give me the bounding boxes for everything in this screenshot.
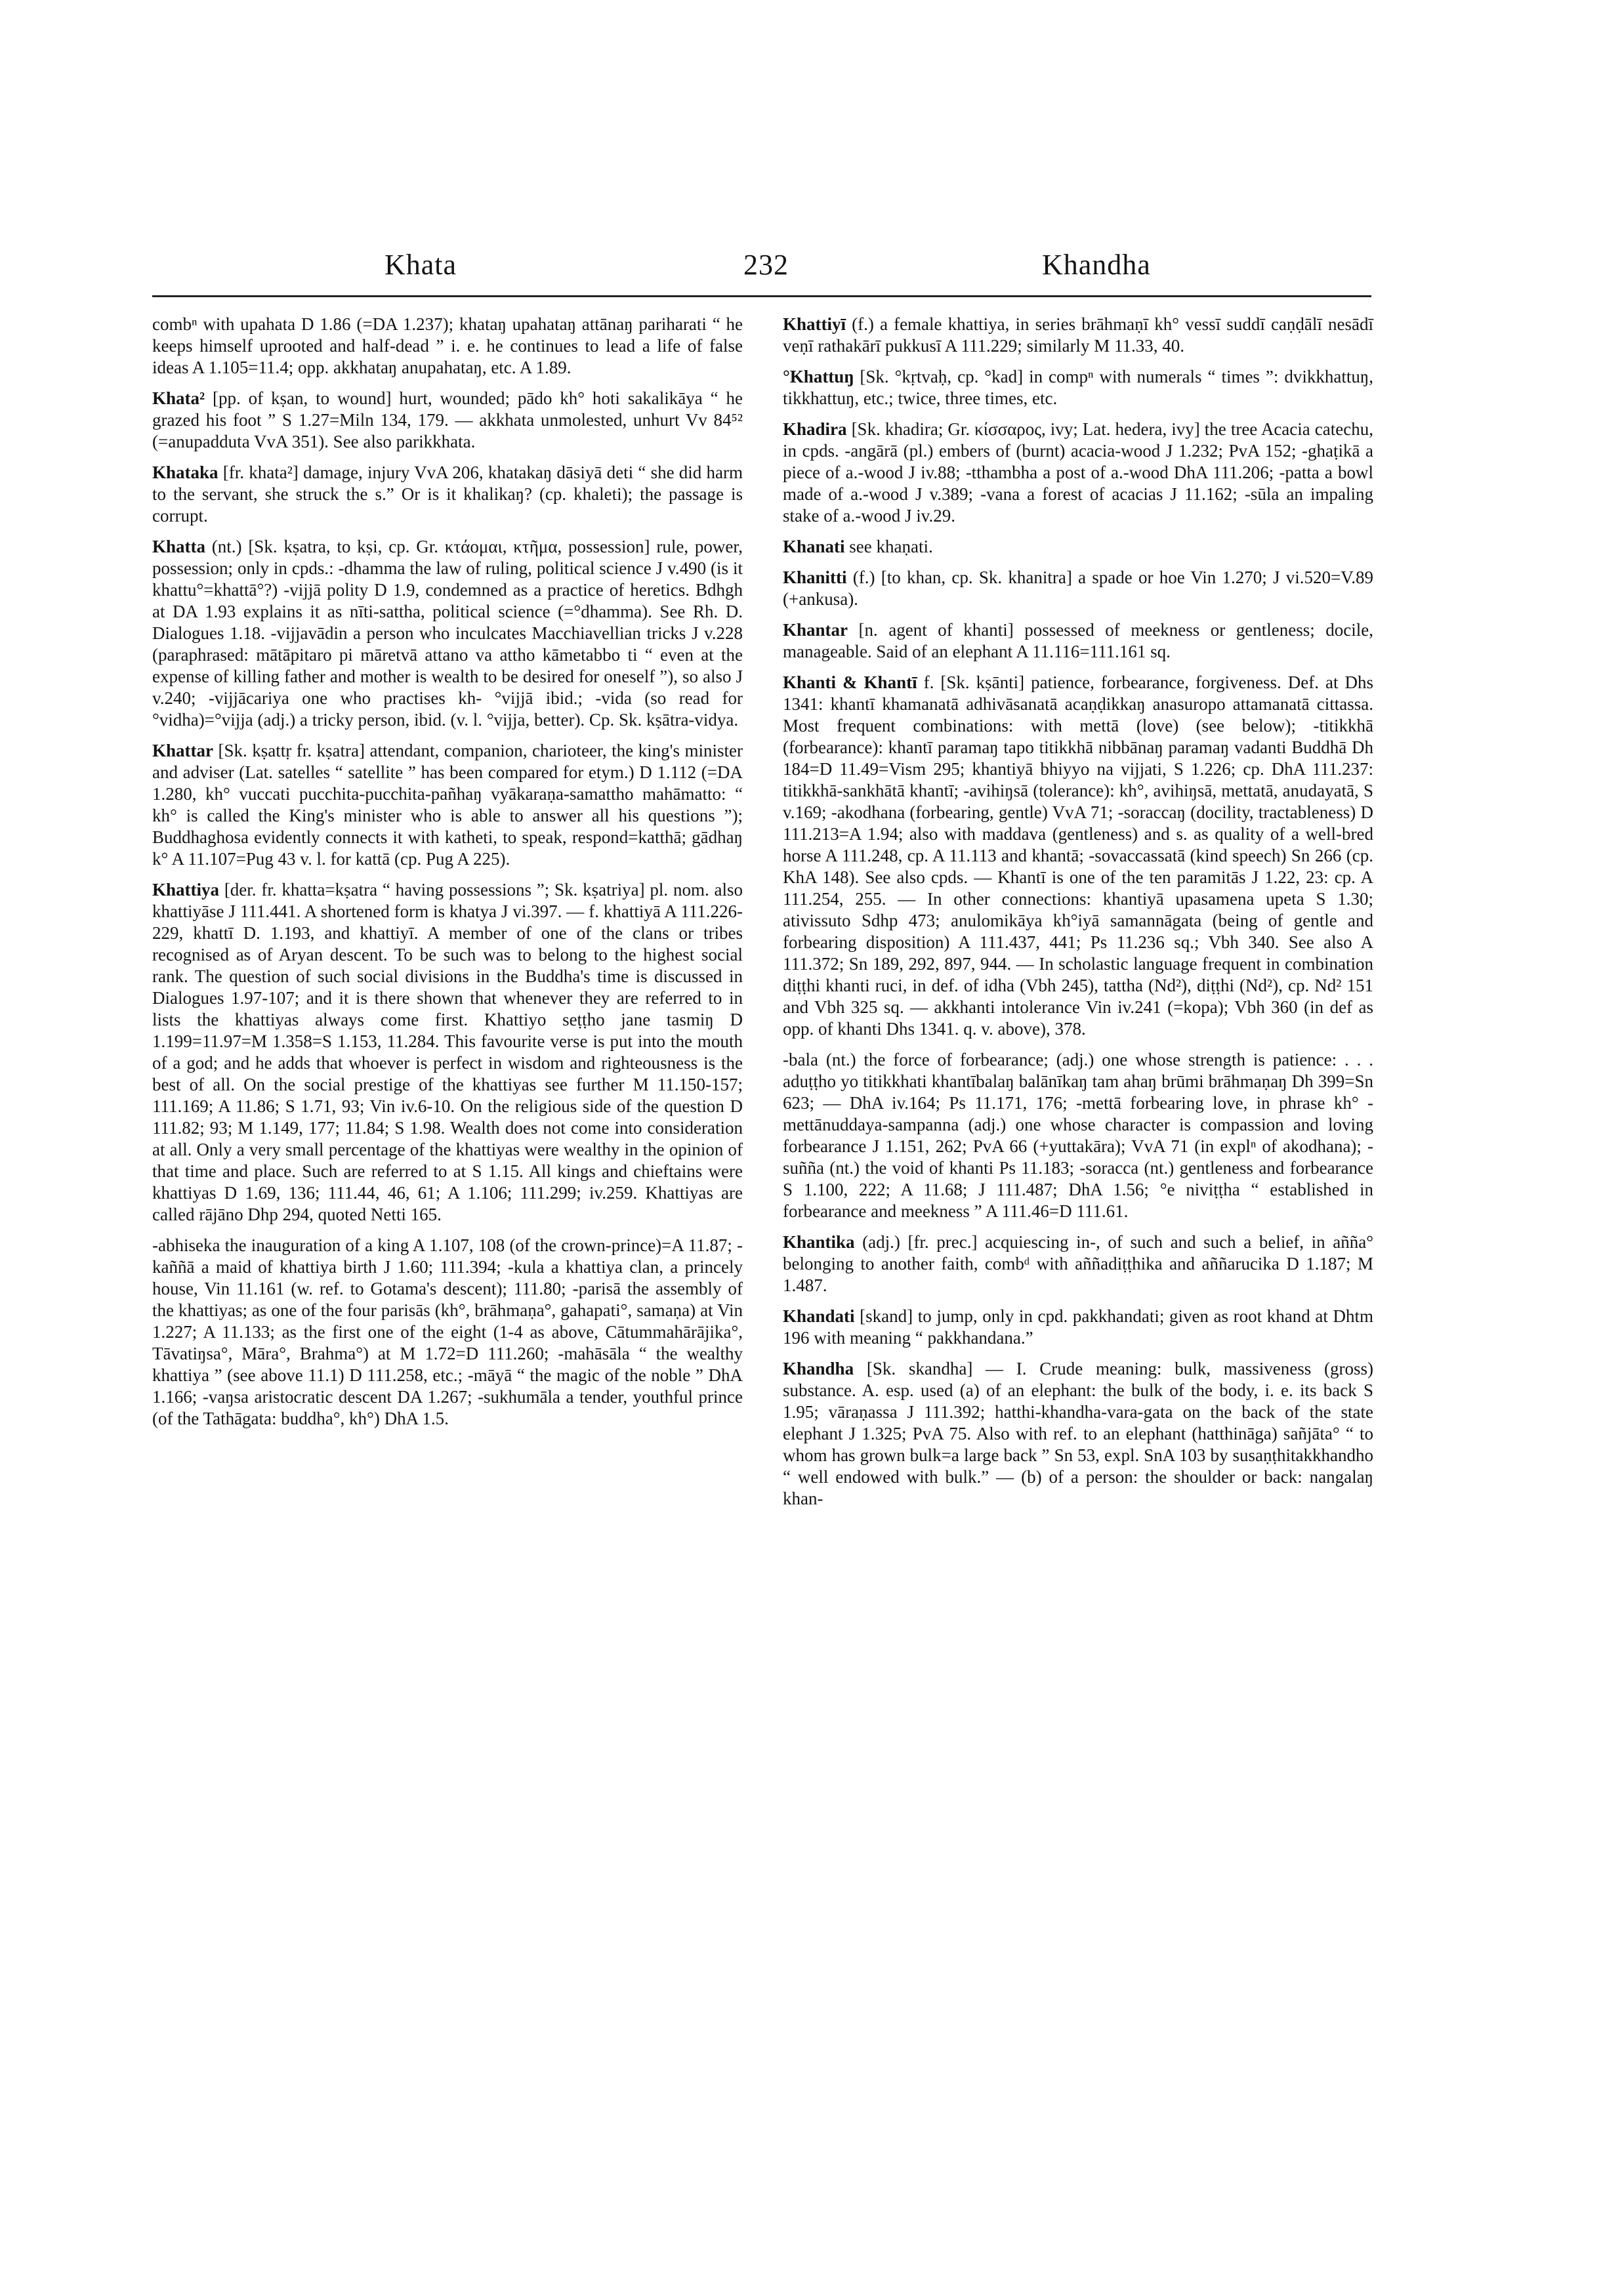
page-header xyxy=(151,248,1371,287)
entry-text: [Sk. °kṛtvaḥ, cp. °kad] in compⁿ with numerals “ times ”: dvikkhattuŋ, tikkhattuŋ, etc.; twice, three times, etc. xyxy=(783,367,1373,408)
entry-text: [der. fr. khatta=kṣatra “ having possessions ”; Sk. kṣatriya] pl. nom. also khattiyāse J 111.441. A shortened form is khatya J vi.397. — f. khattiyā A 111.226-229, khattī D. 1.193, and khattiyī. A member of one of the clans or tribes recognised as of Aryan descent. To be such was to belong to the highest social rank. The question of such social divisions in the Buddha's time is discussed in Dialogues 1.97-107; and it is there shown that whenever they are referred to in lists the khattiyas always come first. Khattiyo seṭṭho jane tasmiŋ D 1.199=11.97=M 1.358=S 1.153, 11.284. This favourite verse is put into the mouth of a god; and he adds that whoever is perfect in wisdom and righteousness is the best of all. On the social prestige of the khattiyas see further M 11.150-157; 111.169; A 11.86; S 1.71, 93; Vin iv.6-10. On the religious side of the question D 111.82; 93; M 1.149, 177; 11.84; S 1.98. Wealth does not come into consideration at all. Only a very small percentage of the khattiyas were wealthy in the opinion of that time and place. Such are referred to at S 1.15. All kings and chieftains were khattiyas D 1.69, 136; 111.44, 46, 61; A 1.106; 111.299; iv.259. Khattiyas are called rājāno Dhp 294, quoted Netti 165. xyxy=(152,880,743,1224)
entry-headword: Khattar xyxy=(152,741,213,760)
entry-headword: Khata² xyxy=(152,388,205,408)
left-running-headword: Khata xyxy=(385,249,457,281)
dictionary-entry xyxy=(783,1358,1373,1510)
dictionary-entry xyxy=(152,536,743,731)
page-number: 232 xyxy=(743,249,789,281)
entry-text: [Sk. khadira; Gr. κίσσαρος, ivy; Lat. hedera, ivy] the tree Acacia catechu, in cpds. -angārā (pl.) embers of (burnt) acacia-wood J 1.232; PvA 152; -ghaṭikā a piece of a.-wood J iv.88; -tthambha a post of a.-wood DhA 111.206; -patta a bowl made of a.-wood J v.389; -vana a forest of acacias J 11.162; -sūla an impaling stake of a.-wood J iv.29. xyxy=(783,419,1373,526)
entry-text: -bala (nt.) the force of forbearance; (adj.) one whose strength is patience: . . . aduṭṭho yo titikkhati khantībalaŋ balānīkaŋ tam ahaŋ brūmi brāhmaṇaŋ Dh 399=Sn 623; — DhA iv.164; Ps 11.171, 176; -mettā forbearing love, in phrase kh° -mettānuddaya-sampanna (adj.) one whose character is compassion and loving forbearance J 1.151, 262; PvA 66 (+yuttakāra); VvA 71 (in explⁿ of akodhana); -suñña (nt.) the void of khanti Ps 11.183; -soracca (nt.) gentleness and forbearance S 1.100, 222; A 11.68; J 111.487; DhA 1.56; °e niviṭṭha “ established in forbearance and meekness ” A 111.46=D 111.61. xyxy=(783,1050,1373,1221)
header-rule xyxy=(152,295,1371,297)
dictionary-entry xyxy=(783,567,1373,610)
entry-headword: Khandha xyxy=(783,1359,854,1378)
entry-headword: Khanti & Khantī xyxy=(783,672,917,692)
dictionary-entry xyxy=(783,536,1373,558)
entry-text: (f.) [to khan, cp. Sk. khanitra] a spade or hoe Vin 1.270; J vi.520=V.89 (+ankusa). xyxy=(783,568,1373,609)
entry-text: -abhiseka the inauguration of a king A 1.107, 108 (of the crown-prince)=A 11.87; -kaññā a maid of khattiya birth J 1.60; 111.394; -kula a khattiya clan, a princely house, Vin 11.161 (w. ref. to Gotama's descent); 111.80; -parisā the assembly of the khattiyas; as one of the four parisās (kh°, brāhmaṇa°, gahapati°, samaṇa) at Vin 1.227; A 11.133; as the first one of the eight (1-4 as above, Cātummahārājika°, Tāvatiŋsa°, Māra°, Brahma°) at M 1.72=D 111.260; -mahāsāla “ the wealthy khattiya ” (see above 11.1) D 111.258, etc.; -māyā “ the magic of the noble ” DhA 1.166; -vaŋsa aristocratic descent DA 1.267; -sukhumāla a tender, youthful prince (of the Tathāgata: buddha°, kh°) DhA 1.5. xyxy=(152,1235,743,1428)
right-column xyxy=(783,314,1373,1519)
entry-headword: Khandati xyxy=(783,1306,855,1326)
left-column xyxy=(152,314,743,1439)
entry-text: [Sk. skandha] — I. Crude meaning: bulk, massiveness (gross) substance. A. esp. used (a) of an elephant: the bulk of the body, i. e. its back S 1.95; vāraṇassa J 111.392; hatthi-khandha-vara-gata on the back of the state elephant J 1.325; PvA 75. Also with ref. to an elephant (hatthināga) sañjāta° “ to whom has grown bulk=a large back ” Sn 53, expl. SnA 103 by susaṇṭhitakkhandho “ well endowed with bulk.” — (b) of a person: the shoulder or back: nangalaŋ khan- xyxy=(783,1359,1373,1508)
entry-headword: Khantika xyxy=(783,1232,855,1252)
dictionary-entry xyxy=(783,314,1373,357)
entry-text: [n. agent of khanti] possessed of meekness or gentleness; docile, manageable. Said of an elephant A 11.116=111.161 sq. xyxy=(783,620,1373,661)
entry-headword: Khattiya xyxy=(152,880,220,899)
entry-text: f. [Sk. kṣānti] patience, forbearance, forgiveness. Def. at Dhs 1341: khantī khamanatā adhivāsanatā acaṇḍikkaŋ anasuropo attamanatā cittassa. Most frequent combinations: with mettā (love) (see below); -titikkhā (forbearance): khantī paramaŋ tapo titikkhā nibbānaŋ paramaŋ vadanti Buddhā Dh 184=D 11.49=Vism 295; khantiyā bhiyyo na vijjati, S 1.226; cp. DhA 111.237: titikkhā-sankhātā khantī; -avihiŋsā (tolerance): kh°, avihiŋsā, mettatā, anudayatā, S v.169; -akodhana (forbearing, gentle) VvA 71; -soraccaŋ (docility, tractableness) D 111.213=A 1.94; also with maddava (gentleness) and s. as quality of a well-bred horse A 111.248, cp. A 11.113 and khantā; -sovaccassatā (kind speech) Sn 266 (cp. KhA 148). See also cpds. — Khantī is one of the ten paramitās J 1.22, 23: cp. A 111.254, 255. — In other connections: khantiyā upasamena upeta S 1.30; ativissuto Sdhp 473; anulomikāya kh°iyā samannāgata (being of gentle and forbearing disposition) A 111.437, 441; Ps 11.236 sq.; Vbh 340. See also A 111.372; Sn 189, 292, 897, 944. — In scholastic language frequent in combination diṭṭhi khanti ruci, in def. of idha (Vbh 245), tattha (Nd²), diṭṭhi (Nd²), cp. Nd² 151 and Vbh 325 sq. — akkhanti intolerance Vin iv.241 (=kopa); Vbh 360 (in def as opp. of khanti Dhs 1341. q. v. above), 378. xyxy=(783,672,1373,1039)
entry-headword: Khantar xyxy=(783,620,848,640)
entry-text: combⁿ with upahata D 1.86 (=DA 1.237); khataŋ upahataŋ attānaŋ pariharati “ he keeps himself uprooted and half-dead ” i. e. he continues to lead a life of false ideas A 1.105=11.4; opp. akkhataŋ anupahataŋ, etc. A 1.89. xyxy=(152,314,743,377)
dictionary-entry xyxy=(152,462,743,527)
entry-headword: Khatta xyxy=(152,537,205,556)
dictionary-entry xyxy=(152,740,743,870)
entry-text: (adj.) [fr. prec.] acquiescing in-, of such and such a belief, in añña° belonging to another faith, combᵈ with aññadiṭṭhika and aññarucika D 1.187; M 1.487. xyxy=(783,1232,1373,1295)
entry-text: (nt.) [Sk. kṣatra, to kṣi, cp. Gr. κτάομαι, κτῆμα, possession] rule, power, possession; only in cpds.: -dhamma the law of ruling, political science J v.490 (is it khattu°=khattā°?) -vijjā polity D 1.9, condemned as a practice of heretics. Bdhgh at DA 1.93 explains it as nīti-sattha, political science (=°dhamma). See Rh. D. Dialogues 1.18. -vijjavādin a person who inculcates Macchiavellian tricks J v.228 (paraphrased: mātāpitaro pi māretvā attano va attho kāmetabbo ti “ even at the expense of killing father and mother is wealth to be desired for oneself ”), so also J v.240; -vijjācariya one who practises kh- °vijjā ibid.; -vida (so read for °vidha)=°vijja (adj.) a tricky person, ibid. (v. l. °vijja, better). Cp. Sk. kṣātra-vidya. xyxy=(152,537,743,730)
dictionary-entry xyxy=(783,1231,1373,1296)
entry-headword: Khadira xyxy=(783,419,847,439)
right-running-headword: Khandha xyxy=(1042,249,1151,281)
dictionary-entry xyxy=(152,388,743,453)
entry-headword: Khanitti xyxy=(783,568,847,587)
entry-text: [Sk. kṣattṛ fr. kṣatra] attendant, companion, charioteer, the king's minister and adviser (Lat. satelles “ satellite ” has been compared for etym.) D 1.112 (=DA 1.280, kh° vuccati pucchita-pucchita-pañhaŋ vyākaraṇa-samattho mahāmatto: “ kh° is called the King's minister who is able to answer all his questions ”); Buddhaghosa evidently connects it with katheti, to speak, respond=katthā; gādhaŋ k° A 11.107=Pug 43 v. l. for kattā (cp. Pug A 225). xyxy=(152,741,743,869)
entry-text: see khaṇati. xyxy=(844,537,933,556)
dictionary-entry xyxy=(783,419,1373,527)
dictionary-entry xyxy=(783,366,1373,409)
dictionary-entry xyxy=(783,1049,1373,1222)
dictionary-entry xyxy=(152,314,743,379)
entry-text: (f.) a female khattiya, in series brāhmaṇī kh° vessī suddī caṇḍālī nesādī veṇī rathakārī pukkusī A 111.229; similarly M 11.33, 40. xyxy=(783,314,1373,356)
entry-headword: Khanati xyxy=(783,537,845,556)
dictionary-entry xyxy=(152,879,743,1226)
dictionary-entry xyxy=(783,1306,1373,1349)
dictionary-entry xyxy=(783,672,1373,1040)
entry-text: [fr. khata²] damage, injury VvA 206, khatakaŋ dāsiyā deti “ she did harm to the servant, she struck the s.” Or is it khalikaŋ? (cp. khaleti); the passage is corrupt. xyxy=(152,463,743,526)
entry-headword: Khattiyī xyxy=(783,314,846,334)
dictionary-entry xyxy=(783,619,1373,663)
entry-headword: Khataka xyxy=(152,463,219,482)
entry-text: [skand] to jump, only in cpd. pakkhandati; given as root khand at Dhtm 196 with meaning “ pakkhandana.” xyxy=(783,1306,1373,1348)
entry-headword: °Khattuŋ xyxy=(783,367,854,386)
entry-text: [pp. of kṣan, to wound] hurt, wounded; pādo kh° hoti sakalikāya “ he grazed his foot ” S 1.27=Miln 134, 179. — akkhata unmolested, unhurt Vv 84⁵² (=anupadduta VvA 351). See also parikkhata. xyxy=(152,388,743,451)
dictionary-entry xyxy=(152,1235,743,1430)
